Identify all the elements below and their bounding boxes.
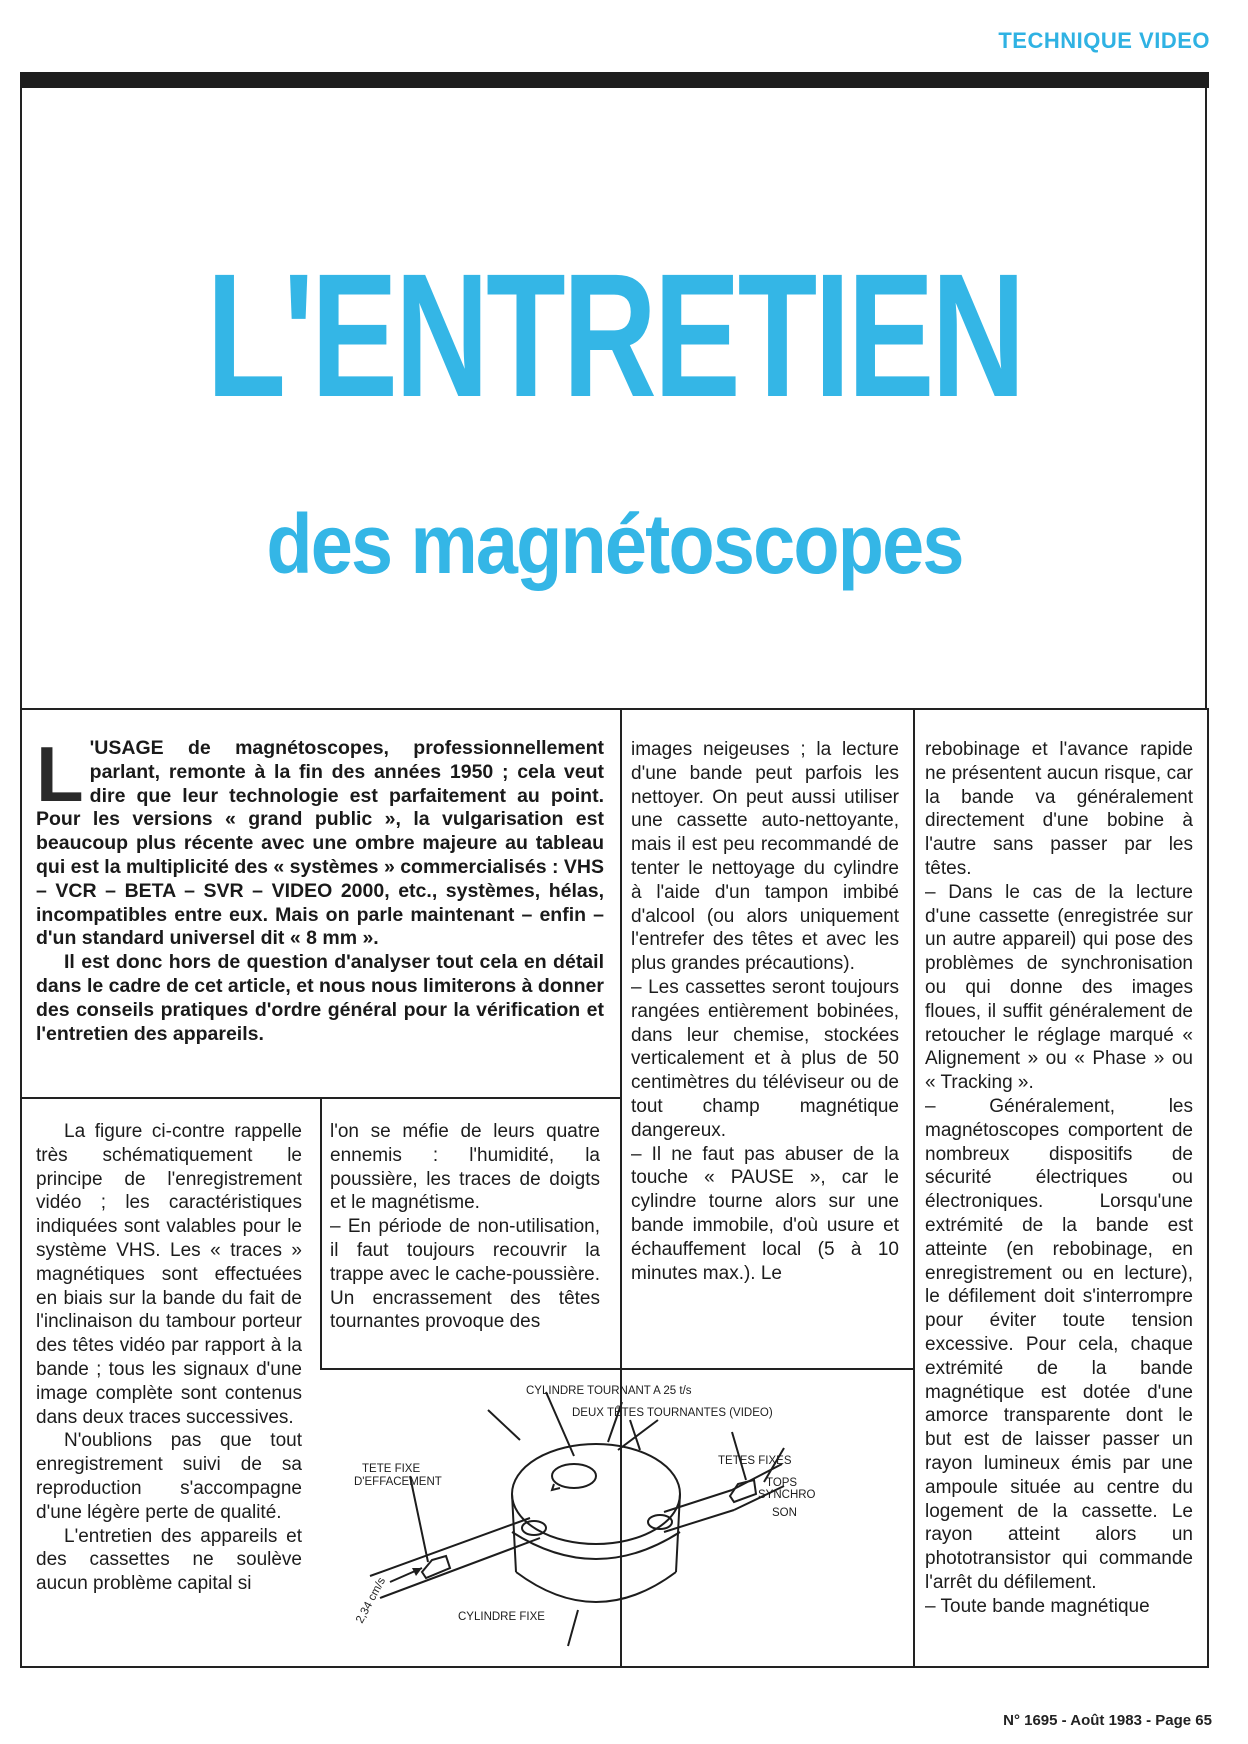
paragraph: – Les cassettes seront toujours rangées entièrement bobinées, dans leur chemise, stockées verticalement et à plus de 50 centimètres du téléviseur ou de tout champ magnétique dangereux. — [631, 976, 899, 1141]
fixed-heads — [730, 1480, 756, 1502]
body-column-1 — [36, 1120, 302, 1596]
paragraph: images neigeuses ; la lecture d'une bande peut parfois les nettoyer. On peut aussi utiliser une cassette auto-nettoyante, mais il est peu recommandé de tenter le nettoyage du cylindre à l'aide d'un tampon imbibé d'alcool (ou alors uniquement l'entrefer des têtes et avec les plus grandes précautions). — [631, 739, 899, 975]
article-title: L'ENTRETIEN — [206, 238, 1023, 434]
intro-text — [36, 730, 604, 1046]
label-synchro: SYNCHRO — [758, 1489, 816, 1501]
drop-cap: L — [36, 730, 84, 818]
intro-paragraph: 'USAGE de magnétoscopes, professionnellement parlant, remonte à la fin des années 1950 ; cela veut dire que leur technologie est parfaitement au point. Pour les versions « grand public », la vulgarisation est beaucoup plus récente avec une ombre majeure au tableau qui est la multiplicité des « systèmes » commercialisés : VHS – VCR – BETA – SVR – VIDEO 2000, etc., systèmes, hélas, incompatibles entre eux. Mais on parle maintenant – enfin – d'un standard universel dit « 8 mm ». — [36, 737, 604, 950]
label-speed: 2,34 cm/s — [354, 1575, 389, 1626]
label-tops: TOPS — [766, 1477, 798, 1489]
figure-top-rule — [320, 1368, 915, 1370]
frame-rule-intro-top — [20, 708, 1209, 710]
article-subtitle: des magnétoscopes — [266, 497, 963, 591]
frame-rule-left — [20, 708, 22, 1668]
cylinder-middle — [512, 1532, 680, 1559]
section-label: TECHNIQUE VIDEO — [998, 28, 1210, 53]
fixed-cylinder-bottom — [516, 1572, 676, 1602]
body-column-3 — [631, 738, 899, 1285]
label-erase-head: TETE FIXE — [362, 1463, 421, 1475]
label-cylinder-rotating: CYLINDRE TOURNANT A 25 t/s — [526, 1385, 692, 1397]
vhs-head-drum-figure — [322, 1372, 912, 1666]
paragraph: – En période de non-utilisation, il faut toujours recouvrir la trappe avec le cache-poussière. Un encrassement des têtes tournantes provoque des — [330, 1216, 600, 1333]
label-two-heads: DEUX TÊTES TOURNANTES (VIDEO) — [572, 1407, 773, 1419]
leader-lines — [410, 1392, 784, 1646]
column-rule-3 — [320, 1097, 322, 1369]
paragraph: rebobinage et l'avance rapide ne présentent aucun risque, car la bande va généralement directement d'une bobine à l'autre sans passer par les têtes. — [925, 739, 1193, 879]
paragraph: N'oublions pas que tout enregistrement suivi de sa reproduction s'accompagne d'une légère perte de qualité. — [36, 1430, 302, 1523]
column-rule-2 — [913, 708, 915, 1668]
frame-rule-right — [1207, 708, 1209, 1668]
frame-rule-bottom — [20, 1666, 1209, 1668]
page-footer: N° 1695 - Août 1983 - Page 65 — [1003, 1712, 1212, 1729]
spin-mark — [552, 1464, 596, 1488]
body-column-2 — [330, 1120, 600, 1334]
body-column-4 — [925, 738, 1193, 1618]
label-fixed-cylinder: CYLINDRE FIXE — [458, 1611, 545, 1623]
label-erase-head-2: D'EFFACEMENT — [354, 1476, 442, 1488]
paragraph: – Généralement, les magnétoscopes comportent de nombreux dispositifs de sécurité électriques ou électroniques. Lorsqu'une extrémité de la bande est atteinte (en rebobinage, en enregistrement ou en lecture), le défilement doit s'interrompre pour éviter toute tension excessive. Pour cela, chaque extrémité de la bande magnétique est dotée d'une amorce transparente dont le but est de laisser passer un rayon lumineux émis par une ampoule située au centre du logement de la cassette. Le rayon atteint alors un phototransistor qui commande l'arrêt du défilement. — [925, 1095, 1193, 1593]
label-fixed-heads: TETES FIXES — [718, 1455, 792, 1467]
paragraph: L'entretien des appareils et des cassettes ne soulève aucun problème capital si — [36, 1525, 302, 1595]
paragraph: La figure ci-contre rappelle très schématiquement le principe de l'enregistrement vidéo ; les caractéristiques indiquées sont valables pour le système VHS. Les « traces » magnétiques sont effectuées en biais sur la bande du fait de l'inclinaison du tambour porteur des têtes vidéo par rapport à la bande ; tous les signaux d'une image complète sont contenus dans deux traces successives. — [36, 1121, 302, 1428]
top-rule — [20, 72, 1209, 88]
paragraph: l'on se méfie de leurs quatre ennemis : l'humidité, la poussière, les traces de doigts et le magnétisme. — [330, 1121, 600, 1214]
paragraph: – Il ne faut pas abuser de la touche « PAUSE », car le cylindre tourne alors sur une bande immobile, d'où usure et échauffement local (5 à 10 minutes max.). Le — [631, 1143, 899, 1284]
intro-paragraph: Il est donc hors de question d'analyser tout cela en détail dans le cadre de cet article, et nous nous limiterons à donner des conseils pratiques d'ordre général pour la vérification et l'entretien des appareils. — [36, 951, 604, 1045]
paragraph: – Dans le cas de la lecture d'une cassette (enregistrée sur un autre appareil) qui pose des problèmes de synchronisation ou qui donne des images floues, il suffit généralement de retoucher le réglage marqué « Alignement » ou « Phase » ou « Tracking ». — [925, 881, 1193, 1094]
label-sound: SON — [772, 1507, 797, 1519]
erase-head — [422, 1556, 450, 1578]
cylinder-sides — [512, 1494, 680, 1572]
paragraph: – Toute bande magnétique — [925, 1595, 1150, 1617]
